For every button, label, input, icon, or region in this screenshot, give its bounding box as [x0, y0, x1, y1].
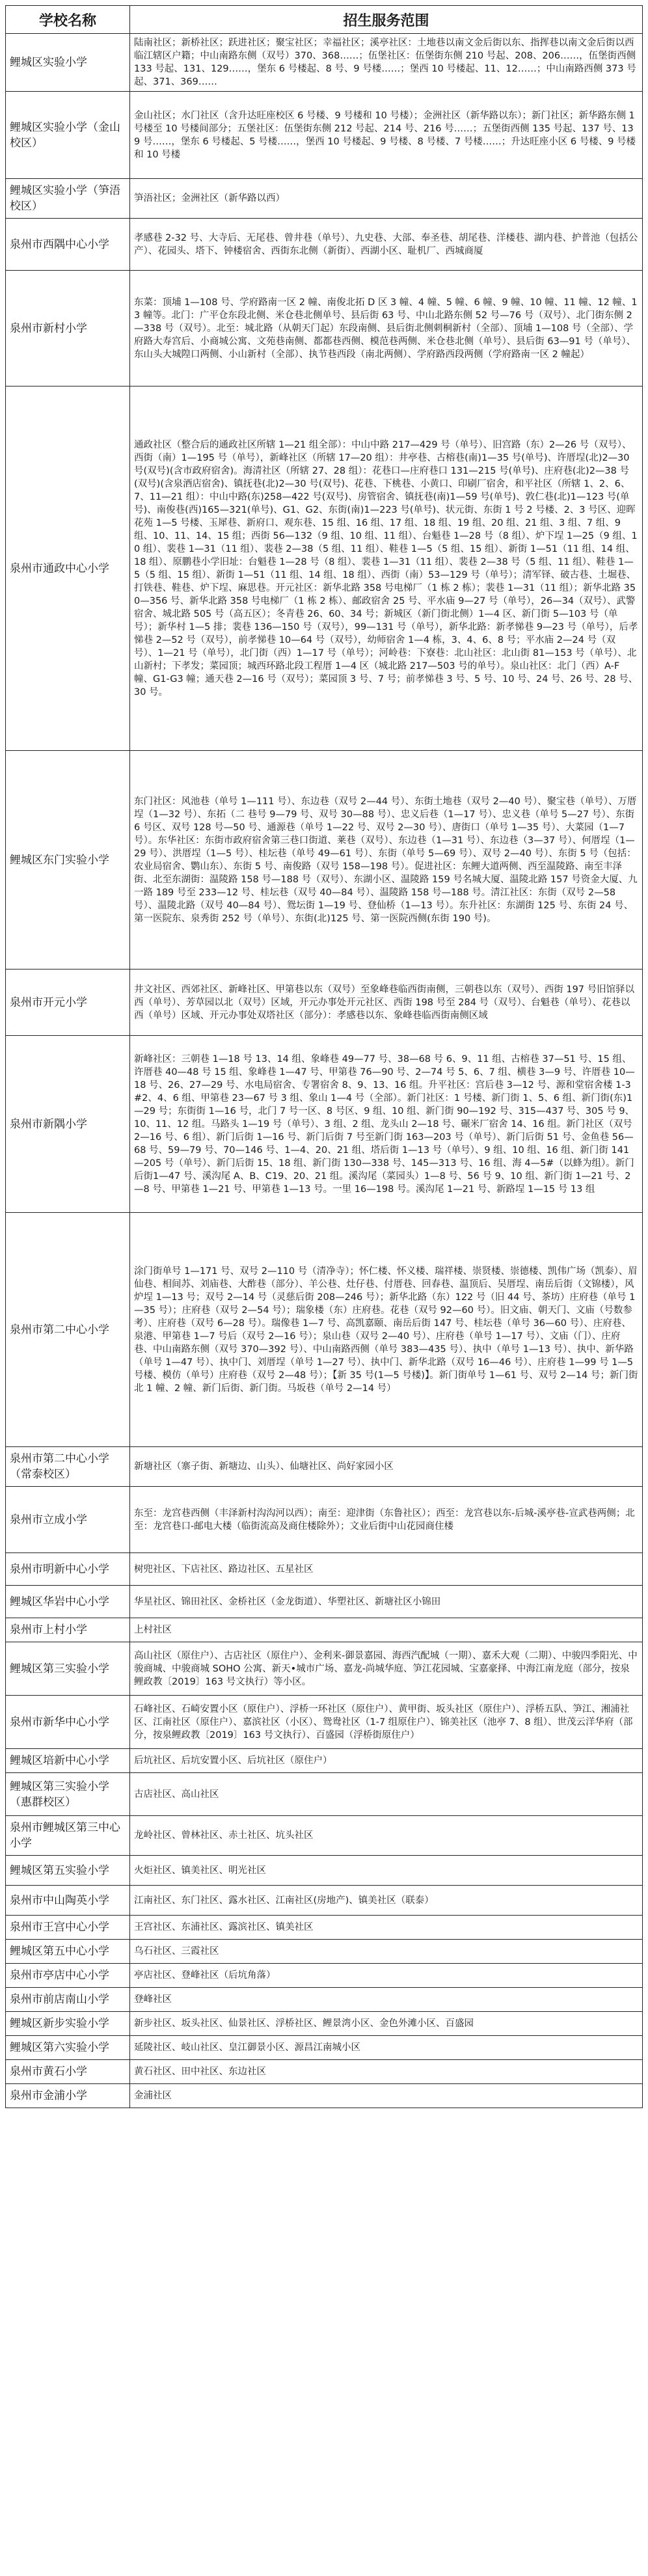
enrollment-scope-cell: 登峰社区: [130, 1988, 643, 2012]
enrollment-scope-cell: 通政社区（整合后的通政社区所辖 1—21 组全部）：中山中路 217—429 号（单号）、旧宫路（东）2—26 号（双号）、西街（南）1—195 号（单号），新峰社区（所辖 17—20 组）：井亭巷、古榕巷(南)1—35 号(单号)、许厝埕(北)2—30 号(双号)(含市政府宿舍)。海清社区（所辖 27、28 组）：花巷口—庄府巷口 131—215 号(单号)、庄府巷(北)2—38 号(双号)(含泉酒店宿舍)、镇抚巷(北)2—30 号(双号)、花巷、下桃巷、小黄口、印刷厂宿舍，和平社区（所辖 1、2、6、7、11—21 组）：中山中路(东)258—422 号(双号)、房管宿舍、镇抚巷(南)1—59 号(单号)、敦仁巷(北)1—123 号(单号)、南俊巷(西)165—321(单号)、G1、G2、东街(南)1—223 号(单号)、状元街、东街 1 号 2 号楼、2、3 号区、迎晖花苑 1—5 号楼、玉犀巷、新府口、观东巷、15 组、16 组、17 组、18 组、19 组、20 组、21 组、3 组、7 组、9 组、10、11、14、15 组；西街 56—132（9 组、10 组、11 组）、台魁巷 1—28 号（8 组）、炉下埕 1—25（9 组、10 组）、裴巷 1—31（11 组）、裴巷 2—38（5 组、11 组）、鞋巷 1—5（5 组、15 组）、新街 1—51（11 组、14 组、18 组）、原鹏巷小学旧址：台魁巷 1—28 号（8 组）、裴巷 1—31（11 组）、裴巷 2—38 号（5 组、11 组）、鞋巷 1—5（5 组、15 组）、新街 1—51（11 组、14 组、18 组）、西街（南）53—129 号（单号）；清军铎、破古巷、土堀巷、打铁巷、鞋巷、炉下埕、麻思巷。开元社区：新华北路 358 号电梯厂（1 栋 2 栋）；裴巷 1—31（11 组）；新华北路 350—356 号、新华北路 358 号电梯厂（1 栋 2 栋）、邮政宿舍 25 号、平水庙 9—27 号（单号），26—34（双号）、武警宿舍、城北路 505 号（高五区）；冬青巷 26、60、34 号；新城区（新门街北侧）1—4 区、新门街 5—103 号（单号）；新华村 1—5 排；裴巷 136—150 号（双号），99—131 号（单号），新华北路：新孝悌巷 9—23 号（单号），后孝悌巷 2—52 号（双号），前孝悌巷 10—64 号（双号），幼师宿舍 1—4 栋，3、4、6、8 号；平水庙 2—24 号（双号）、1—21 号（单号），北门街（西）1—17 号（单号）；河岭巷：下寮巷：北山社区：北山街 81—153 号（单号）、北山新村；下孝发；菜园顶；城西环路北段工程厝 1—4 区（城北路 217—503 号的单号）。泉山社区：北门（西）A-F 幢、G1-G3 幢；通天巷 2—16 号（双号）；菜园顶 3 号、7 号；前孝悌巷 3 号、5 号、10 号、24 号、26 号、28 号、30 号。: [130, 386, 643, 751]
enrollment-scope-cell: 金山社区；水门社区（含升达旺座校区 6 号楼、9 号楼和 10 号楼）；金洲社区（新华路以东）；新门社区；新华路东侧 1 号楼至 10 号楼间部分；五堡社区：伍堡街东侧 212 号起、214 号、216 号……；五堡街西侧 135 号起、137 号、139 号……，堡东 6 号楼起、5 号楼……，堡西 10 号楼起、9 号楼、8 号楼、7 号楼……；升达旺座小区 6 号楼、9 号楼和 10 号楼: [130, 92, 643, 179]
school-name-cell: 鲤城区实验小学: [6, 34, 130, 92]
table-row: [6, 34, 643, 92]
school-name-cell: 泉州市鲤城区第三中心小学: [6, 1816, 130, 1856]
table-row: [6, 1916, 643, 1940]
table-row: [6, 1773, 643, 1816]
table-row: [6, 1642, 643, 1696]
enrollment-scope-cell: 乌石社区、三霞社区: [130, 1940, 643, 1964]
table-row: [6, 2060, 643, 2084]
table-row: [6, 1586, 643, 1618]
table-row: [6, 219, 643, 271]
school-name-cell: 泉州市西隅中心小学: [6, 219, 130, 271]
table-row: [6, 2084, 643, 2108]
enrollment-scope-cell: 龙岭社区、曾林社区、赤土社区、坑头社区: [130, 1816, 643, 1856]
table-row: [6, 1886, 643, 1916]
enrollment-scope-cell: 古店社区、高山社区: [130, 1773, 643, 1816]
enrollment-table: [5, 5, 643, 2108]
school-name-cell: 泉州市新华中心小学: [6, 1696, 130, 1749]
enrollment-scope-cell: 新峰社区：三朝巷 1—18 号 13、14 组、象峰巷 49—77 号、38—68 号 6、9、11 组、古榕巷 37—51 号、15 组、许厝巷 40—48 号 15 组、象峰巷 1—47 号、甲第巷 76—90 号、2—74 号 5、6、7 组、横巷 3—9 号、许厝巷 10—18 号、26、27—29 号、水电局宿舍、专署宿舍 8、9、13、16 组。升平社区：宫后巷 3—12 号、源和堂宿舍楼 1-3#2、4、6 组、甲第巷 23—67 号 3 组、象山 1—4 号（全部）。新门社区：1 号楼、新门街 1、5、6 组、新门街(东)1—29 号；东街街 1—16 号，北门 7 号一区、8 号区、9 组、10 组、新门街 90—192 号、315—437 号、305 号 9、10、11、12 组。马路头 1—19 号（单号）、3 组、2 组、龙头山 2—18 号、碾米厂宿舍 14、16 组。新门社区（双号 2—16 号、6 组）、新门后街 1—16 号、新门后街 7 号至新门街 163—203 号（单号）、新门后街 51 号、金鱼巷 56—68 号、59—79 号、70—146 号、1—4、20、21 组、塔后街 1—13 号（单号）、9 组、10 组、16 组、新门街 141—205 号（单号）、新门后街 15、18 组、新门街 130—338 号、145—313 号、16 组、海 4—5#（以蜂为组）。新门后街1—47 号、溪沟尾 A、B、C19、20、21 组。溪沟尾（菜园头）1—8 号、56 号 9、10 组、新门街 1—21 号、2—8 号、甲第巷 1—21 号、甲第巷 1—13 号。一里 16—198 号。溪沟尾 1—21 号、新路埕 1—15 号 13 组: [130, 1036, 643, 1213]
table-body: [6, 34, 643, 2108]
enrollment-scope-cell: 东门社区：风池巷（单号 1—111 号）、东边巷（双号 2—44 号）、东街土地巷（双号 2—40 号）、聚宝巷（单号）、万厝埕（1—32 号）、东拓（二 巷号 9—79 号、双号 30—88 号）、忠义后巷（1—17 号）、忠义巷（单号 5—27 号）、东街 6 号区、双号 128 号—50 号、通源巷（单号 1—22 号、双号 2—30 号）、唐街口（单号 1—35 号）、大菜园（1—7 号）。东华社区：东街市政府宿舍第三巷口街道、莱巷（双号）、东边巷（1—31 号）、东边巷（3—37 号）、何厝埕（1—29 号）、洪厝埕（1—5 号）、桂坛巷（单号 49—61 号）、东街（单号 5—69 号）、双号 2—40 号）、东街 5 号（包括：农业局宿舍、鹦山东）、东街 5 号、南俊路（双号 158—198 号）。促进社区：东鲤大道两侧、西至温陵路、南至丰泽街、北至东湖街：温陵路 158 号—188 号（双号）、东湖小区、温陵路 159 号名城大厦、温陵北路 157 号资金大厦、九一路 189 号至 233—12 号、桂坛巷（双号 40—84 号）、温陵路 158 号—188 号。清江社区：东街（双号 2—58 号）、温陵北路（双号 40—84 号）、鸳坛街 1—19 号、登仙桥（1—13 号）。东升社区：东湖街 125 号、东街 24 号、第一医院东、泉秀街 252 号（单号）、东街(北)125 号、第一医院西侧(东街 190 号)。: [130, 751, 643, 969]
table-row: [6, 179, 643, 219]
table-row: [6, 2036, 643, 2060]
enrollment-scope-cell: 树兜社区、下店社区、路边社区、五星社区: [130, 1553, 643, 1586]
enrollment-scope-cell: 新步社区、坂头社区、仙景社区、浮桥社区、鲤景湾小区、金色外滩小区、百盛园: [130, 2012, 643, 2036]
school-name-cell: 泉州市金浦小学: [6, 2084, 130, 2108]
enrollment-scope-cell: 江南社区、东门社区、露水社区、江南社区(房地产)、镇美社区（联泰）: [130, 1886, 643, 1916]
enrollment-scope-cell: 陆南社区；新桥社区；跃进社区；聚宝社区；幸福社区；溪亭社区：土地巷以南文金后街以东、指挥巷以南文金后街以西临江辖区户籍；中山南路东侧（双号）370、368……；伍堡社区：伍堡街东侧 210 号起、208、206……，伍堡街西侧 133 号起、131、129……，堡东 6 号楼起、8 号、9 号楼……；堡西 10 号楼起、11、12……；中山南路西侧 373 号起、371、369……: [130, 34, 643, 92]
enrollment-scope-cell: 高山社区（原住户）、古店社区（原住户）、金利来-御景嘉园、海西汽配城（一期）、嘉禾大观（二期）、中骏四季阳光、中骏商城、中骏商城 SOHO 公寓、新天•城市广场、嘉龙-尚城华庭、笋江花园城、宝嘉豪择、中海江南龙庭（部分，按泉鲤政教〔2019〕163 号文执行）等小区。: [130, 1642, 643, 1696]
school-name-cell: 泉州市明新中心小学: [6, 1553, 130, 1586]
table-row: [6, 271, 643, 386]
school-name-cell: 鲤城区第五实验小学: [6, 1856, 130, 1886]
table-row: [6, 1553, 643, 1586]
school-name-cell: 泉州市中山陶英小学: [6, 1886, 130, 1916]
enrollment-scope-cell: 亭店社区、登峰社区（后坑角落）: [130, 1964, 643, 1988]
table-row: [6, 1487, 643, 1553]
enrollment-scope-cell: 笋浯社区；金洲社区（新华路以西）: [130, 179, 643, 219]
enrollment-scope-cell: 东菜：顶埔 1—108 号、学府路南一区 2 幢、南俊北拓 D 区 3 幢、4 幢、5 幢、6 幢、9 幢、10 幢、11 幢、12 幢、13 幢等。北门：广平仓东段北侧、米仓巷北侧单号、县后街 63 号、中山北路东侧 52 号—76 号（双号）、北门街东侧 2—338 号（双号）。北至：城北路（从朝天门起）东段南侧、县后街北侧刺桐新村（全部）、顶埔 1—108 号（全部）、学府路大寿宫后、小商城公寓、文苑巷南侧、都都巷西侧、模范巷两侧、米仓巷北侧（单号）、县后街 63—91 号（单号）、东山头大城隍口两侧、小山新村（全部）、执节巷西段（南北两侧）、学府路西段两侧（学府路南一区 2 幢起）: [130, 271, 643, 386]
enrollment-scope-cell: 火炬社区、镇美社区、明光社区: [130, 1856, 643, 1886]
enrollment-scope-cell: 华星社区、锦田社区、金桥社区（金龙街道）、华塑社区、新塘社区小锦田: [130, 1586, 643, 1618]
enrollment-scope-cell: 上村社区: [130, 1618, 643, 1642]
school-name-cell: 泉州市通政中心小学: [6, 386, 130, 751]
school-name-cell: 泉州市第二中心小学（常泰校区）: [6, 1447, 130, 1487]
school-name-cell: 泉州市前店南山小学: [6, 1988, 130, 2012]
school-name-cell: 泉州市第二中心小学: [6, 1213, 130, 1447]
school-name-cell: 泉州市新村小学: [6, 271, 130, 386]
table-row: [6, 2012, 643, 2036]
school-name-cell: 鲤城区第三实验小学: [6, 1642, 130, 1696]
table-row: [6, 1964, 643, 1988]
school-name-cell: 鲤城区东门实验小学: [6, 751, 130, 969]
table-row: [6, 751, 643, 969]
header-enrollment-scope: 招生服务范围: [130, 6, 643, 34]
school-name-cell: 泉州市黄石小学: [6, 2060, 130, 2084]
table-row: [6, 1696, 643, 1749]
table-row: [6, 386, 643, 751]
table-row: [6, 969, 643, 1036]
table-row: [6, 1816, 643, 1856]
table-row: [6, 1940, 643, 1964]
enrollment-scope-cell: 孝感巷 2-32 号、大寺后、无尾巷、曾井巷（单号）、九史巷、大部、奉圣巷、胡尾巷、洋楼巷、湖内巷、护普池（包括公产）、花园头、塔下、钟楼宿舍、西街东北侧（新街）、西湖小区、耻机厂、西城商厦: [130, 219, 643, 271]
table-row: [6, 1447, 643, 1487]
enrollment-scope-cell: 黄石社区、田中社区、东边社区: [130, 2060, 643, 2084]
school-name-cell: 泉州市亭店中心小学: [6, 1964, 130, 1988]
school-name-cell: 鲤城区华岩中心小学: [6, 1586, 130, 1618]
table-header-row: [6, 6, 643, 34]
school-name-cell: 鲤城区第五中心小学: [6, 1940, 130, 1964]
school-name-cell: 泉州市开元小学: [6, 969, 130, 1036]
enrollment-scope-cell: 金浦社区: [130, 2084, 643, 2108]
enrollment-scope-cell: 新塘社区（寨子街、新塘边、山头）、仙塘社区、尚好家园小区: [130, 1447, 643, 1487]
enrollment-scope-cell: 井文社区、西郊社区、新峰社区、甲第巷以东（双号）至象峰巷临西街南侧，三朝巷以东（双号）、西街 197 号旧馆驿以西（单号）、芳草园以北（双号）区域，开元办事处开元社区、西街 198 号至 284 号（双号）、台魁巷（单号）、花巷以西（单号）区域、开元办事处双塔社区（部分）：孝感巷以东、象峰巷临西街南侧区域: [130, 969, 643, 1036]
table-row: [6, 1618, 643, 1642]
table-row: [6, 92, 643, 179]
table-row: [6, 1213, 643, 1447]
school-name-cell: 泉州市新隅小学: [6, 1036, 130, 1213]
enrollment-scope-cell: 东至：龙宫巷西侧（丰泽新村沟沟河以西）；南至：迎津街（东鲁社区）；西至：龙宫巷以东-后城-溪亭巷-宣武巷两侧；北至：龙宫巷口-邮电大楼（临街流高及商住楼除外）；文业后街中山花园商住楼: [130, 1487, 643, 1553]
school-name-cell: 鲤城区培新中心小学: [6, 1749, 130, 1773]
school-name-cell: 鲤城区实验小学（金山校区）: [6, 92, 130, 179]
school-name-cell: 鲤城区第三实验小学（惠群校区）: [6, 1773, 130, 1816]
school-name-cell: 泉州市立成小学: [6, 1487, 130, 1553]
table-row: [6, 1036, 643, 1213]
table-row: [6, 1988, 643, 2012]
school-name-cell: 鲤城区新步实验小学: [6, 2012, 130, 2036]
school-name-cell: 泉州市王宫中心小学: [6, 1916, 130, 1940]
enrollment-scope-cell: 石峰社区、石崎安置小区（原住户）、浮桥一环社区（原住户）、黄甲街、坂头社区（原住户）、浮桥五队、笋江、湘浦社区、江南社区（原住户）、嘉滨社区（小区）、鸳鸯社区（1-7 组原住户）、锦美社区（池亭 7、8 组）、世茂云洋华府（部分，按泉鲤政教〔2019〕163 号文执行）、百盛园（浮桥街原住户）: [130, 1696, 643, 1749]
table-row: [6, 1856, 643, 1886]
school-name-cell: 鲤城区实验小学（笋浯校区）: [6, 179, 130, 219]
header-school-name: 学校名称: [6, 6, 130, 34]
enrollment-scope-cell: 后坑社区、后坑安置小区、后坑社区（原住户）: [130, 1749, 643, 1773]
enrollment-scope-cell: 王宫社区、东浦社区、露滨社区、镇美社区: [130, 1916, 643, 1940]
school-name-cell: 鲤城区第六实验小学: [6, 2036, 130, 2060]
enrollment-scope-cell: 涂门街单号 1—171 号、双号 2—110 号（清净寺）；怀仁楼、怀义楼、瑞祥楼、崇贤楼、崇德楼、凯伟广场（凯泰）、眉仙巷、相间苏、刘庙巷、大酢巷（部分）、羊公巷、灶仔巷、付厝巷、回春巷、温顶后、吴厝埕、南岳后街（文锦楼），风炉埕 1—13 号；双号 2—14 号（灵慈后街 208—246 号）；新华北路（东）122 号（旧 44 号、茶坊）庄府巷（单号 1—35 号）；庄府巷（双号 2—54 号）；瑞象楼（东）庄府巷。花巷（双号 92—60 号）。旧文庙、朝天门、文庙（号数参考）、庄府巷（双号 6—28 号）。瑞像巷 1—7 号、高凯嘉颐、南岳后街 147 号、桂坛巷（单号 36—60 号）、庄府巷、泉港、甲第巷 1—7 号后（双号 2—16 号）；泉山巷（双号 2—40 号）、庄府巷（单号 1—17 号）、文庙（门）、庄府巷、中山南路东侧（双号 370—392 号）、中山南路西侧（单号 383—435 号）、执中（单号 1—13 号）、执中、新华路（单号 1—47 号）、执中门、刘厝埕（单号 1—27 号）、执中门、新华北路（双号 16—46 号）、庄府巷 1—99 号 1—5 号楼、模仿（单号）庄府巷（双号 2—48 号）；【新 35 号(1—5 号楼)】。新门街单号 1—61 号、双号 2—14 号；新门街北 1 幢、2 幢、新门后街、新门街。马坂巷（单号 2—14 号）: [130, 1213, 643, 1447]
table-row: [6, 1749, 643, 1773]
school-name-cell: 泉州市上村小学: [6, 1618, 130, 1642]
enrollment-scope-cell: 延陵社区、岐山社区、皇江御景小区、源昌江南城小区: [130, 2036, 643, 2060]
